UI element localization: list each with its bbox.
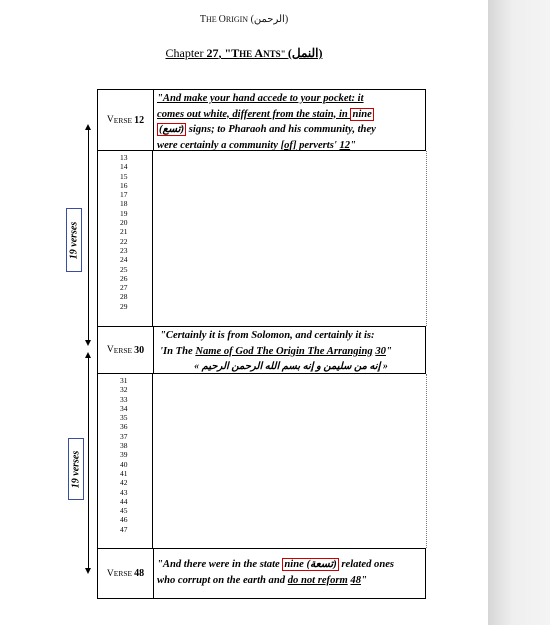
verse-number: 31 [120,376,128,385]
tisa-highlight: (تسع) [159,124,185,135]
verse-number: 24 [120,255,128,265]
verse-number: 19 [120,208,128,218]
verse-number: 36 [120,422,128,432]
nineteen-verses-label: 19 verses [68,438,84,500]
bracket-arrow-down [85,568,91,574]
verse-number: 32 [120,385,128,395]
bracket-arrow-down [85,340,91,346]
empty-verse-space [153,151,427,326]
verse-number: 38 [120,441,128,451]
verse-number: 13 [120,153,128,162]
running-header: THE ORIGIN (الرحمن) [199,14,289,25]
verse-48-text: "And there were in the state nine (تسعة) related ones who corrupt on the earth and do not reform 48" [157,559,395,586]
verse-number: 22 [120,236,128,246]
verse-number: 40 [120,459,128,469]
verse-number-list [97,374,153,548]
verse-number: 33 [120,394,128,404]
verse-number: 29 [120,301,128,311]
verse-number: 47 [120,524,128,534]
verse-number: 20 [120,218,128,228]
nine-highlight: nine [352,108,372,120]
verse-number: 16 [120,180,128,190]
verse-number: 44 [120,496,128,506]
verse-number: 37 [120,431,128,441]
verse-number: 35 [120,413,128,423]
verse-number: 26 [120,273,128,283]
verse-30-text: "Certainly it is from Solomon, and certainly it is: 'In The Name of God The Origin The Arranging 30" « إنه من سليمن و إنه بسم الله الرحمن الرحيم » [154,327,425,373]
verse-number-list [97,151,153,326]
verse-number: 46 [120,515,128,525]
verse-number: 39 [120,450,128,460]
verse-number: 42 [120,478,128,488]
verse-12-text: "And make your hand accede to your pocket: it comes out white, different from the stain, in nine (تسع) signs; to Pharaoh and his community, they were certainly a community [of] perverts' 12" [157,93,376,151]
verse-30-arabic: « إنه من سليمن و إنه بسم الله الرحمن الرحيم » [194,361,388,372]
verse-number: 45 [120,506,128,516]
verse-number: 23 [120,245,128,255]
verse-48-label: V ERSE 48 [98,549,154,598]
verse-number: 15 [120,171,128,181]
verse-number: 14 [120,162,128,172]
verse-number: 17 [120,190,128,200]
verse-48-row [97,548,426,599]
chapter-title: Chapter 27, "THE ANTS" (النمل) [165,46,323,60]
verse-12-label: V ERSE 12 [98,90,154,150]
verse-number: 43 [120,487,128,497]
verse-number: 25 [120,264,128,274]
bracket-line [88,130,89,340]
verse-number: 34 [120,403,128,413]
verse-12-row [97,89,426,151]
empty-verse-space [153,374,427,548]
verse-number: 21 [120,227,128,237]
verse-30-label: V ERSE 30 [98,327,154,373]
verse-number: 41 [120,468,128,478]
verse-number: 18 [120,199,128,209]
page-edge [488,0,550,625]
verse-number: 28 [120,292,128,302]
nineteen-verses-label: 19 verses [66,208,82,272]
verse-30-row [97,326,426,374]
bracket-line [88,358,89,568]
verse-number: 27 [120,283,128,293]
nine-highlight: nine (تسعة) [284,559,337,570]
